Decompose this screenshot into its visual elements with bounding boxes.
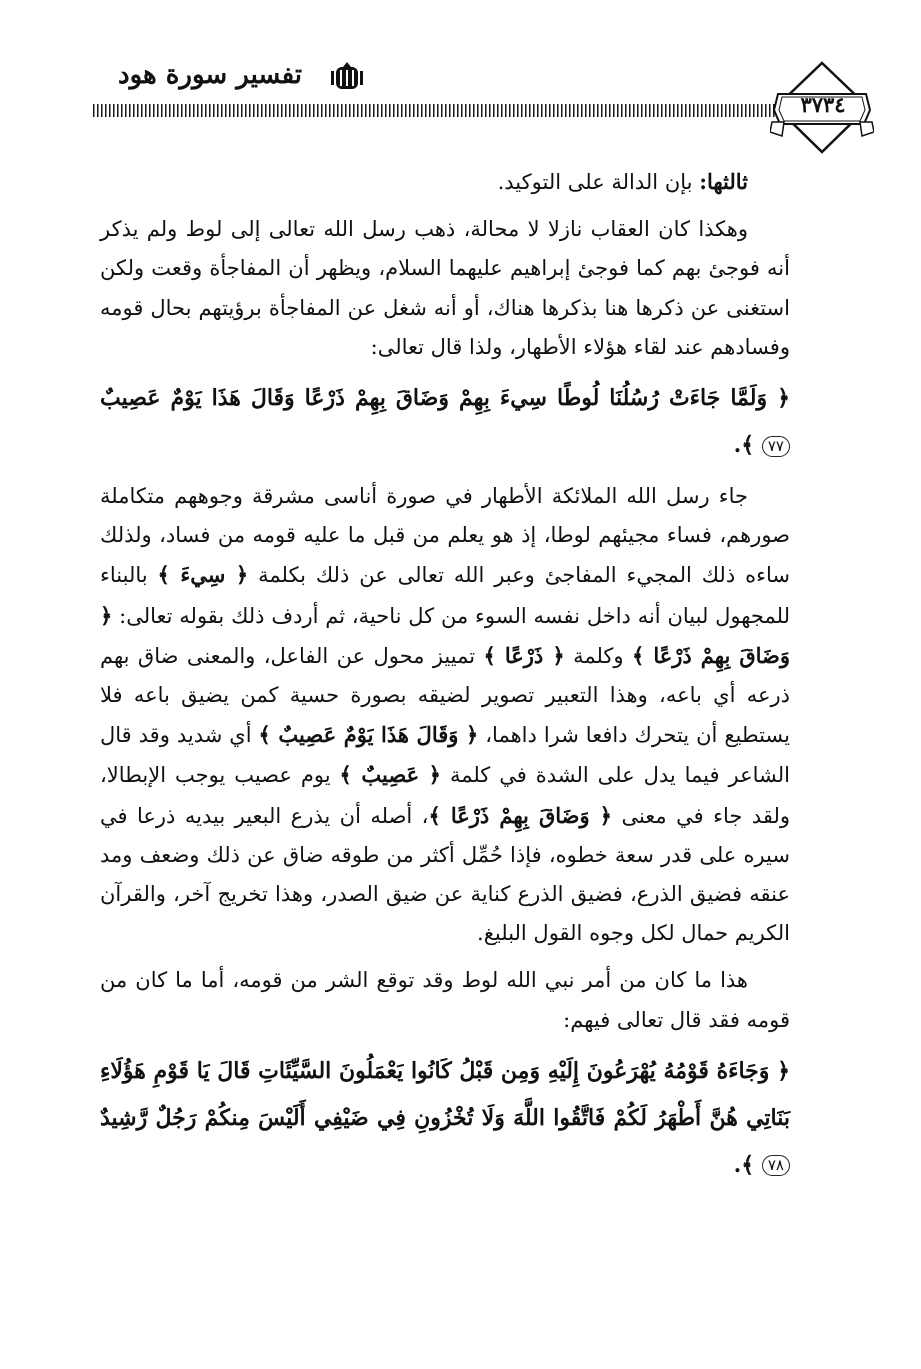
running-title: تفسير سورة هود — [118, 60, 302, 90]
paragraph-1 — [100, 162, 790, 202]
point-label: ثالثها: — [699, 169, 748, 194]
header-rule — [93, 104, 783, 117]
verse-77-close: ﴾. — [733, 432, 755, 459]
p3-part-a: جاء رسل الله الملائكة الأطهار في صورة أناسى مشرقة وجوههم متكاملة صورهم، فساء مجيئهم لوطا، إذ هو يعلم من قبل ما عليه قومه من فساد، ولذلك ساءه ذلك المجيء المفاجئ وعبر الله تعالى عن ذلك بكلمة — [100, 484, 790, 588]
quran-quote-6: ﴿ وَضَاقَ بِهِمْ ذَرْعًا ﴾ — [428, 802, 612, 828]
verse-number-77: ٧٧ — [762, 436, 790, 457]
ornament-icon — [328, 62, 366, 92]
verse-number-78: ٧٨ — [762, 1155, 790, 1176]
quran-quote-4: ﴿ وَقَالَ هَذَا يَوْمٌ عَصِيبٌ ﴾ — [258, 722, 479, 748]
page-header — [0, 0, 921, 160]
p3-part-f: يوم عصيب يوجب الإبطالا، ولقد جاء في معنى — [100, 763, 790, 828]
page-body — [100, 162, 790, 1189]
quran-quote-3: ﴿ ذَرْعًا ﴾ — [483, 642, 565, 668]
paragraph-3 — [100, 477, 790, 953]
verse-77 — [100, 375, 790, 469]
quran-quote-1: ﴿ سِيءَ ﴾ — [157, 562, 249, 588]
paragraph-4: هذا ما كان من أمر نبي الله لوط وقد توقع الشر من قومه، أما ما كان من قومه فقد قال تعالى فيهم: — [100, 968, 790, 1032]
verse-78-text: ﴿ وَجَاءَهُ قَوْمُهُ يُهْرَعُونَ إِلَيْهِ وَمِن قَبْلُ كَانُوا يَعْمَلُونَ السَّيِّئَاتِ قَالَ يَا قَوْمِ هَؤُلَاءِ بَنَاتِي هُنَّ أَطْهَرُ لَكُمْ فَاتَّقُوا اللَّهَ وَلَا تُخْزُونِ فِي ضَيْفِي أَلَيْسَ مِنكُمْ رَجُلٌ رَّشِيدٌ — [100, 1057, 790, 1131]
point-text: بإن الدالة على التوكيد. — [497, 170, 693, 194]
p3-part-g: ، أصله أن يذرع البعير بيديه ذرعا في سيره على قدر سعة خطوه، فإذا حُمِّل أكثر من طوقه ضاق عن ذلك وضعف ومد عنقه فضيق الذرع، فضيق الذرع كناية عن ضيق الصدر، وهذا تخريج آخر، والقرآن الكريم حمال لكل وجوه القول البليغ. — [100, 803, 790, 946]
quran-quote-2: ﴿ وَضَاقَ بِهِمْ ذَرْعًا ﴾ — [100, 602, 791, 668]
p3-part-b: بالبناء للمجهول لبيان أنه داخل نفسه السوء من كل ناحية، ثم أردف ذلك بقوله تعالى: — [100, 563, 790, 628]
verse-78-close: ﴾. — [733, 1151, 755, 1178]
verse-77-text: ﴿ وَلَمَّا جَاءَتْ رُسُلُنَا لُوطًا سِيءَ بِهِمْ وَضَاقَ بِهِمْ ذَرْعًا وَقَالَ هَذَا يَوْمٌ عَصِيبٌ — [100, 385, 790, 412]
p3-part-e: أي شديد وقد قال الشاعر فيما يدل على الشدة في كلمة — [100, 723, 790, 788]
p3-part-c: وكلمة — [573, 643, 624, 668]
page-number: ٣٧٣٤ — [800, 92, 846, 117]
paragraph-2: وهكذا كان العقاب نازلا لا محالة، ذهب رسل الله تعالى إلى لوط ولم يذكر أنه فوجئ بهم كما فوجئ إبراهيم عليهما السلام، ويظهر أن المفاجأة وقعت ولكن استغنى عن ذكرها هنا بذكرها هناك، أو أنه شغل عن المفاجأة برؤيتهم بحال قومه وفسادهم عند لقاء هؤلاء الأطهار، ولذا قال تعالى: — [100, 217, 790, 359]
quran-quote-5: ﴿ عَصِيبٌ ﴾ — [339, 762, 441, 788]
verse-78 — [100, 1048, 790, 1189]
p3-part-d: تمييز محول عن الفاعل، والمعنى ضاق بهم ذرعه أي باعه، وهذا التعبير تصوير لضيقه بصورة حسية كمن يضيق باعه فلا يستطيع أن يتحرك دافعا شرا داهما، — [100, 643, 790, 748]
